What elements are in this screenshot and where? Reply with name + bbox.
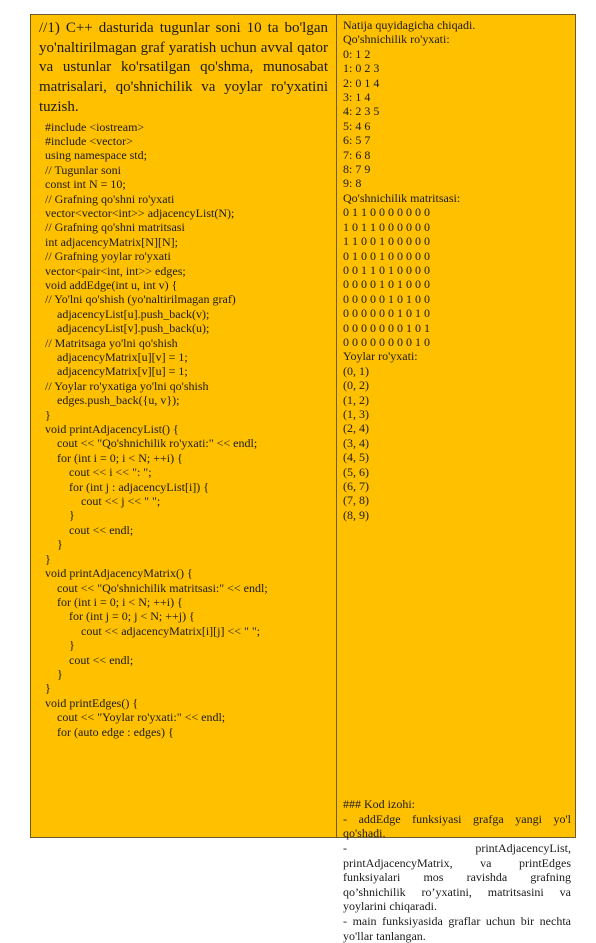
code-line: void printEdges() { <box>45 695 139 710</box>
code-line: // Grafning qo'shni ro'yxati <box>45 191 175 206</box>
adjacency-list-row: 8: 7 9 <box>343 162 371 177</box>
edge-item: (0, 2) <box>343 378 369 393</box>
code-line: // Matritsaga yo'lni qo'shish <box>45 335 178 350</box>
code-line: edges.push_back({u, v}); <box>45 393 180 408</box>
adjacency-list-row: 7: 6 8 <box>343 147 371 162</box>
edge-item: (0, 1) <box>343 363 369 378</box>
edge-item: (8, 9) <box>343 507 369 522</box>
content-table <box>30 14 576 943</box>
code-line: for (auto edge : edges) { <box>45 724 174 739</box>
code-line: #include <vector> <box>45 133 133 148</box>
code-line: void addEdge(int u, int v) { <box>45 277 178 292</box>
code-line: for (int j = 0; j < N; ++j) { <box>45 609 195 624</box>
adjacency-list-title: Qo'shnichilik ro'yxati: <box>343 32 450 47</box>
code-line: adjacencyMatrix[v][u] = 1; <box>45 364 188 379</box>
output-intro: Natija quyidagicha chiqadi. <box>343 18 476 32</box>
code-line: cout << j << " "; <box>45 494 161 509</box>
code-line: // Yo'lni qo'shish (yo'naltirilmagan graf) <box>45 292 236 307</box>
adjacency-matrix-title: Qo'shnichilik matritsasi: <box>343 190 461 205</box>
edge-item: (7, 8) <box>343 493 369 508</box>
matrix-row: 1 0 1 1 0 0 0 0 0 0 <box>343 219 430 234</box>
code-line: adjacencyMatrix[u][v] = 1; <box>45 350 188 365</box>
note-print-functions-lead: - printAdjacencyList, <box>343 841 571 855</box>
code-line: cout << "Qo'shnichilik matritsasi:" << endl; <box>45 580 268 595</box>
adjacency-list-row: 0: 1 2 <box>343 46 371 61</box>
note-add-edge: - addEdge funksiyasi grafga yangi yo'l qo'shadi. <box>343 811 571 841</box>
code-line: cout << "Yoylar ro'yxati:" << endl; <box>45 710 226 725</box>
code-line: cout << endl; <box>45 522 134 537</box>
adjacency-list-row: 3: 1 4 <box>343 90 371 105</box>
edge-item: (3, 4) <box>343 435 369 450</box>
matrix-row: 0 1 1 0 0 0 0 0 0 0 <box>343 205 430 220</box>
edge-item: (5, 6) <box>343 464 369 479</box>
matrix-row: 0 0 0 0 1 0 1 0 0 0 <box>343 277 430 292</box>
matrix-row: 0 0 0 0 0 0 1 0 1 0 <box>343 306 430 321</box>
code-line: } <box>45 537 63 552</box>
matrix-row: 0 1 0 0 1 0 0 0 0 0 <box>343 248 430 263</box>
code-column <box>31 15 336 837</box>
adjacency-list-row: 2: 0 1 4 <box>343 75 380 90</box>
notes-heading: ### Kod izohi: <box>343 797 415 812</box>
edge-item: (4, 5) <box>343 450 369 465</box>
code-line: // Grafning qo'shni matritsasi <box>45 220 185 235</box>
note-print-functions: printAdjacencyMatrix, va printEdges funksiyalari mos ravishda grafning qo’shnichilik ro’yxatini, matritsasini va yoylarini chiqaradi. <box>343 855 571 914</box>
code-line: adjacencyList[u].push_back(v); <box>45 306 210 321</box>
code-line: cout << adjacencyMatrix[i][j] << " "; <box>45 623 261 638</box>
matrix-row: 0 0 0 0 0 0 0 0 1 0 <box>343 334 430 349</box>
code-line: } <box>45 638 75 653</box>
adjacency-list-row: 6: 5 7 <box>343 133 371 148</box>
edge-item: (1, 3) <box>343 406 369 421</box>
code-line: vector<pair<int, int>> edges; <box>45 263 186 278</box>
code-line: // Yoylar ro'yxatiga yo'lni qo'shish <box>45 378 209 393</box>
code-line: } <box>45 666 63 681</box>
output-column <box>337 15 577 943</box>
code-line: // Grafning yoylar ro'yxati <box>45 249 171 264</box>
code-line: for (int i = 0; i < N; ++i) { <box>45 450 183 465</box>
code-line: void printAdjacencyMatrix() { <box>45 566 193 581</box>
matrix-row: 0 0 0 0 0 0 0 1 0 1 <box>343 320 430 335</box>
matrix-row: 0 0 0 0 0 1 0 1 0 0 <box>343 291 430 306</box>
edge-item: (6, 7) <box>343 479 369 493</box>
task-statement: //1) C++ dasturida tugunlar soni 10 ta bo'lgan yo'naltirilmagan graf yaratish uchun avval qator va ustunlar ko'rsatilgan qo'shma, munosabat matrisalari, qo'shnichilik va yoylar ro'yxatini tuzish. <box>39 20 328 115</box>
adjacency-list <box>343 47 571 191</box>
matrix-row: 0 0 1 1 0 1 0 0 0 0 <box>343 262 430 277</box>
code-notes <box>343 797 571 943</box>
edges-title: Yoylar ro'yxati: <box>343 349 418 364</box>
adjacency-list-row: 4: 2 3 5 <box>343 104 380 119</box>
adjacency-list-row: 9: 8 <box>343 176 362 191</box>
code-line: vector<vector<int>> adjacencyList(N); <box>45 205 235 220</box>
code-line: cout << endl; <box>45 652 134 667</box>
code-line: void printAdjacencyList() { <box>45 422 179 437</box>
adjacency-matrix <box>343 205 571 349</box>
code-line: const int N = 10; <box>45 177 126 192</box>
code-line: } <box>45 407 51 422</box>
code-line: #include <iostream> <box>45 119 145 134</box>
matrix-row: 1 1 0 0 1 0 0 0 0 0 <box>343 234 430 249</box>
edge-item: (2, 4) <box>343 421 369 436</box>
edge-item: (1, 2) <box>343 392 369 407</box>
code-listing <box>45 120 336 739</box>
code-line: // Tugunlar soni <box>45 162 122 177</box>
adjacency-list-row: 1: 0 2 3 <box>343 61 380 76</box>
code-line: int adjacencyMatrix[N][N]; <box>45 234 178 249</box>
edge-list <box>343 364 571 522</box>
code-line: adjacencyList[v].push_back(u); <box>45 321 210 336</box>
note-main: - main funksiyasida graflar uchun bir nechta yo'llar tanlangan. <box>343 913 571 943</box>
code-line: cout << "Qo'shnichilik ro'yxati:" << endl; <box>45 436 258 451</box>
code-line: } <box>45 508 75 523</box>
adjacency-list-row: 5: 4 6 <box>343 118 371 133</box>
code-line: } <box>45 681 51 696</box>
code-line: for (int i = 0; i < N; ++i) { <box>45 594 183 609</box>
code-line: for (int j : adjacencyList[i]) { <box>45 479 210 494</box>
code-line: } <box>45 551 51 566</box>
code-line: using namespace std; <box>45 148 147 163</box>
code-line: cout << i << ": "; <box>45 465 152 480</box>
